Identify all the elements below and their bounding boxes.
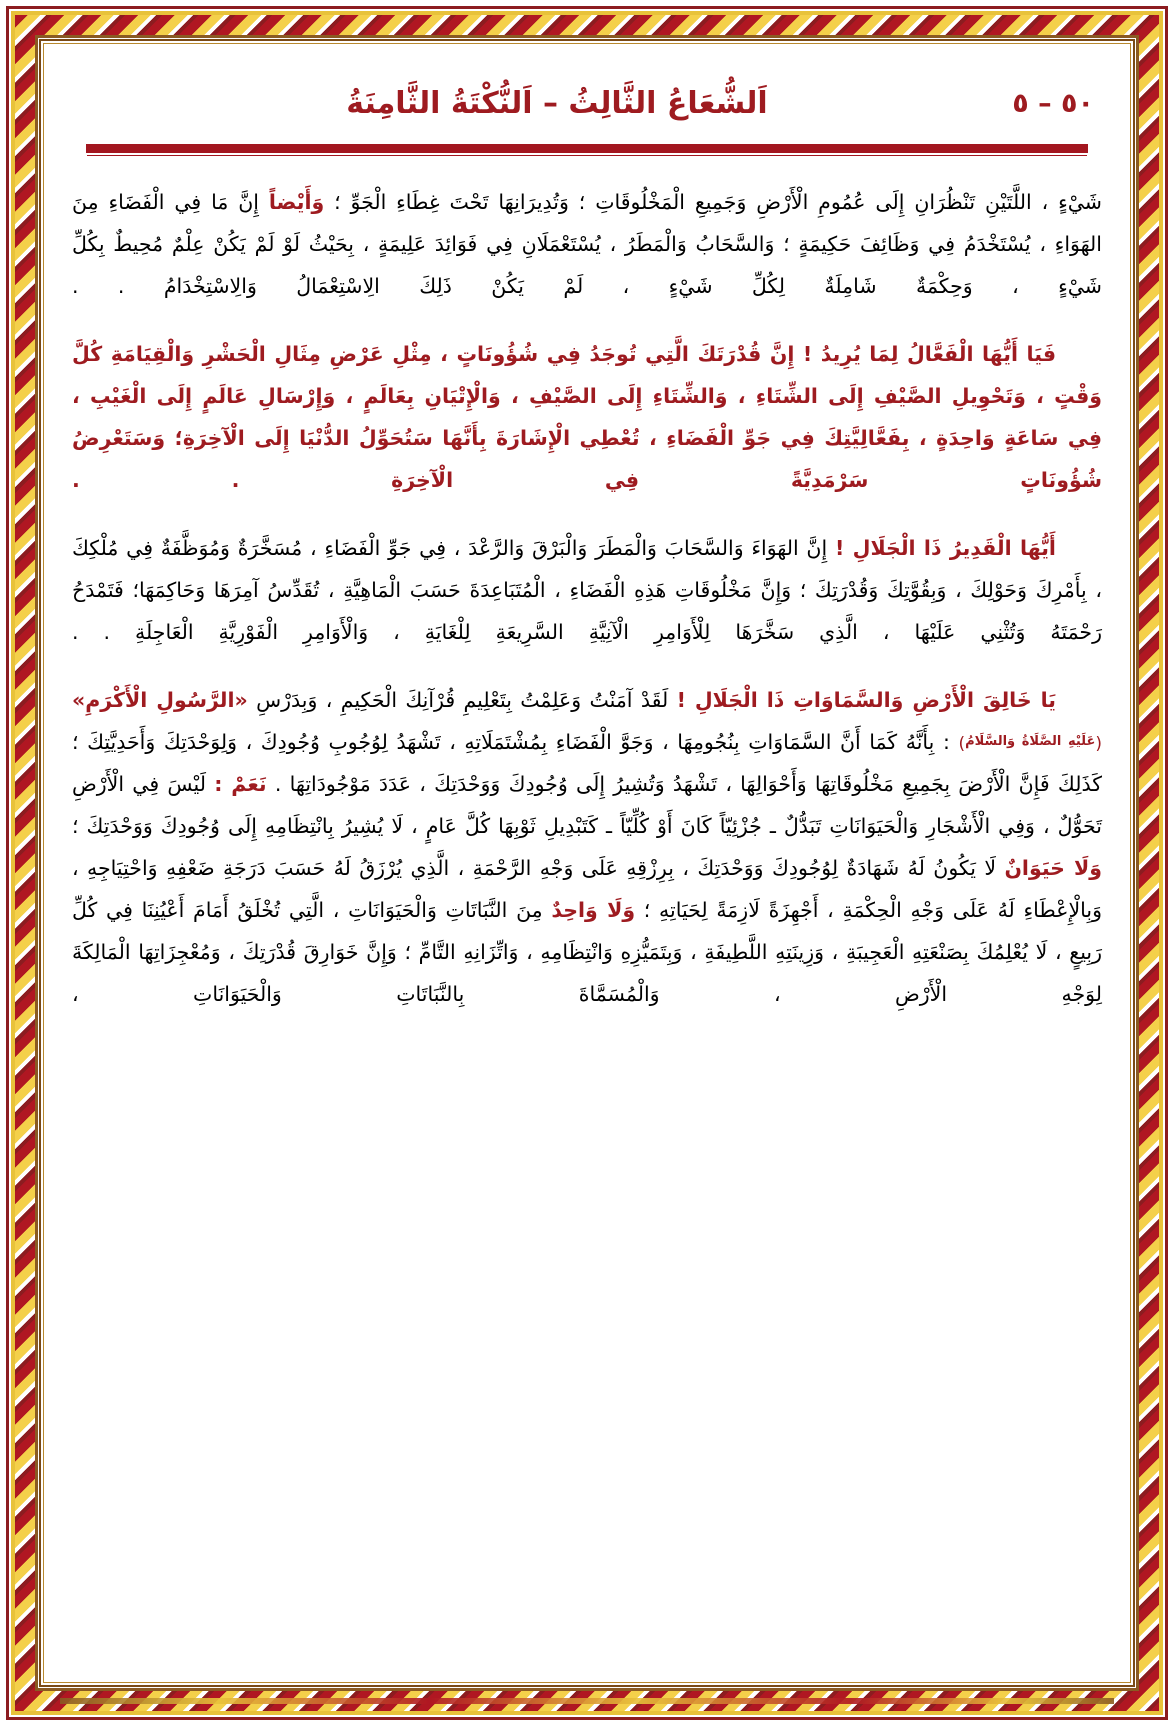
para4-red-wala-wahid: وَلَا وَاحِدٌ bbox=[551, 898, 636, 923]
para4-segment-4: لَا يَكُونُ لَهُ شَهَادَةٌ لِوُجُودِكَ وَوَحْدَتِكَ ، بِرِزْقِهِ عَلَى وَجْهِ الرَّحْمَةِ ، الَّذِي يُرْزَقُ لَهُ حَسَبَ دَرَجَةِ ضَعْفِهِ وَاحْتِيَاجِهِ ، وَبِالْإِعْطَاءِ لَهُ عَلَى وَجْهِ الْحِكْمَةِ ، أَجْهِزَةً لَازِمَةً لِحَيَاتِهِ ؛ bbox=[72, 856, 1102, 923]
para4-segment-2: : بِأَنَّهُ كَمَا أَنَّ السَّمَاوَاتِ بِنُجُومِهَا ، وَجَوَّ الْفَضَاءِ بِمُشْتَمَلَاتِهِ ، تَشْهَدُ لِوُجُوبِ وُجُودِكَ ، وَلِوَحْدَتِكَ وَأَحَدِيَّتِكَ ؛ كَذَلِكَ فَإِنَّ الْأَرْضَ بِجَمِيعِ مَخْلُوقَاتِهَا وَأَحْوَالِهَا ، تَشْهَدُ وَتُشِيرُ إِلَى وُجُودِكَ وَوَحْدَتِكَ ، عَدَدَ مَوْجُودَاتِهَا . bbox=[72, 730, 1102, 797]
para3-red-opening: أَيُّهَا الْقَدِيرُ ذَا الْجَلَالِ ! bbox=[834, 536, 1056, 561]
para4-red-wala-hayawan: وَلَا حَيَوَانٌ bbox=[1004, 856, 1102, 881]
para4-segment-1: لَقَدْ آمَنْتُ وَعَلِمْتُ بِتَعْلِيمِ قُرْآنِكَ الْحَكِيمِ ، وَبِدَرْسِ bbox=[256, 688, 669, 713]
para4-segment-3: لَيْسَ فِي الْأَرْضِ تَحَوُّلٌ ، وَفِي الْأَشْجَارِ وَالْحَيَوَانَاتِ تَبَدُّلٌ ـ جُزْئِيّاً كَانَ أَوْ كُلِّيّاً ـ كَتَبْدِيلِ ثَوْبِهَا كُلَّ عَامٍ ، لَا يُشِيرُ بِانْتِظَامِهِ إِلَى وُجُودِكَ وَوَحْدَتِكَ ؛ bbox=[72, 772, 1102, 839]
header-divider-wrap bbox=[72, 144, 1102, 181]
para1-line1: شَيْءٍ ، اللَّتَيْنِ تَنْظُرَانِ إِلَى عُمُومِ الْأَرْضِ وَجَمِيعِ الْمَخْلُوقَاتِ ؛ وَتُدِيرَانِهَا تَحْتَ غِطَاءِ الْجَوِّ ؛ bbox=[334, 190, 1102, 214]
bottom-ornament bbox=[60, 1698, 1114, 1704]
header-divider bbox=[86, 144, 1088, 153]
page-title: اَلشُّعَاعُ الثَّالِثُ – اَلنُّكْتَةُ الثَّامِنَةُ bbox=[346, 85, 768, 121]
para1-rest: إِنَّ مَا فِي الْفَضَاءِ مِنَ الهَوَاءِ ، يُسْتَخْدَمُ فِي وَظَائِفَ حَكِيمَةٍ ؛ وَالسَّحَابُ وَالْمَطَرُ ، يُسْتَعْمَلَانِ فِي فَوَائِدَ عَلِيمَةٍ ، بِحَيْثُ لَوْ لَمْ يَكُنْ عِلْمٌ مُحِيطٌ بِكُلِّ شَيْءٍ ، وَحِكْمَةٌ شَامِلَةٌ لِكُلِّ شَيْءٍ ، لَمْ يَكُنْ ذَلِكَ الِاسْتِعْمَالُ وَالِاسْتِخْدَامُ . . bbox=[72, 190, 1102, 299]
paragraph-qadir bbox=[72, 527, 1102, 653]
page-number: ٥٠ – ٥ bbox=[1012, 87, 1094, 119]
para4-red-opening: يَا خَالِقَ الْأَرْضِ وَالسَّمَاوَاتِ ذَا الْجَلَالِ ! bbox=[676, 688, 1056, 713]
seal-close-paren: ) bbox=[958, 734, 966, 755]
seal-open-paren: ( bbox=[1095, 734, 1102, 755]
para2-red-text: فَيَا أَيُّهَا الْفَعَّالُ لِمَا يُرِيدُ ! إِنَّ قُدْرَتَكَ الَّتِي تُوجَدُ فِي شُؤُونَاتٍ ، مِثْلِ عَرْضِ مِثَالِ الْحَشْرِ وَالْقِيَامَةِ كُلَّ وَقْتٍ ، وَتَحْوِيلِ الصَّيْفِ إِلَى الشِّتَاءِ ، وَالشِّتَاءِ إِلَى الصَّيْفِ ، وَالْإِتْيَانِ بِعَالَمٍ ، وَإِرْسَالِ عَالَمٍ إِلَى الْغَيْبِ ، فِي سَاعَةٍ وَاحِدَةٍ ، بِفَعَّالِيَّتِكَ فِي جَوِّ الْفَضَاءِ ، تُعْطِي الْإِشَارَةَ بِأَنَّهَا سَتُحَوِّلُ الدُّنْيَا إِلَى الْآخِرَةِ؛ وَسَتَعْرِضُ شُؤُونَاتٍ سَرْمَدِيَّةً فِي الْآخِرَةِ . . bbox=[72, 342, 1102, 493]
paragraph-invocation-red bbox=[72, 333, 1102, 501]
paragraph-khaliq bbox=[72, 679, 1102, 1015]
para4-segment-5: مِنَ النَّبَاتَاتِ وَالْحَيَوَانَاتِ ، الَّتِي تُخْلَقُ أَمَامَ أَعْيُنِنَا فِي كُلِّ رَبِيعٍ ، لَا يُعْلِمُكَ بِصَنْعَتِهِ الْعَجِيبَةِ ، وَزِينَتِهِ اللَّطِيفَةِ ، وَبِتَمَيُّزِهِ وَانْتِظَامِهِ ، وَاتِّزَانِهِ التَّامِّ ؛ وَإِنَّ خَوَارِقَ قُدْرَتِكَ ، وَمُعْجِزَاتِهَا الْمَالِكَةَ لِوَجْهِ الْأَرْضِ ، وَالْمُسَمَّاةَ بِالنَّبَاتَاتِ وَالْحَيَوَانَاتِ ، bbox=[72, 898, 1102, 1007]
rasul-akram-label: «الرَّسُولِ الْأَكْرَمِ» bbox=[72, 688, 248, 713]
page-header bbox=[72, 68, 1102, 138]
para1-red-tail: وَأَيْضاً bbox=[268, 190, 325, 214]
paragraph-continuation bbox=[72, 181, 1102, 307]
salawat-seal-icon: عَلَيْهِ الصَّلَاةُ وَالسَّلَامُ bbox=[965, 734, 1096, 750]
body-text bbox=[72, 181, 1102, 1015]
para3-black-body: إِنَّ الهَوَاءَ وَالسَّحَابَ وَالْمَطَرَ وَالْبَرْقَ وَالرَّعْدَ ، فِي جَوِّ الْفَضَاءِ ، مُسَخَّرَةٌ وَمُوَظَّفَةٌ فِي مُلْكِكَ ، بِأَمْرِكَ وَحَوْلِكَ ، وَبِقُوَّتِكَ وَقُدْرَتِكَ ؛ وَإِنَّ مَخْلُوقَاتِ هَذِهِ الْفَضَاءِ ، الْمُتَبَاعِدَةَ حَسَبَ الْمَاهِيَّةِ ، تُقَدِّسُ آمِرَهَا وَحَاكِمَهَا؛ فَتَمْدَحُ رَحْمَتَهُ وَتُثْنِي عَلَيْهَا ، الَّذِي سَخَّرَهَا لِلْأَوَامِرِ الْآنِيَّةِ السَّرِيعَةِ لِلْغَايَةِ ، وَالْأَوَامِرِ الْفَوْرِيَّةِ الْعَاجِلَةِ . . bbox=[72, 536, 1102, 645]
page-content bbox=[50, 50, 1124, 1676]
para4-red-naam: نَعَمْ : bbox=[214, 772, 267, 797]
